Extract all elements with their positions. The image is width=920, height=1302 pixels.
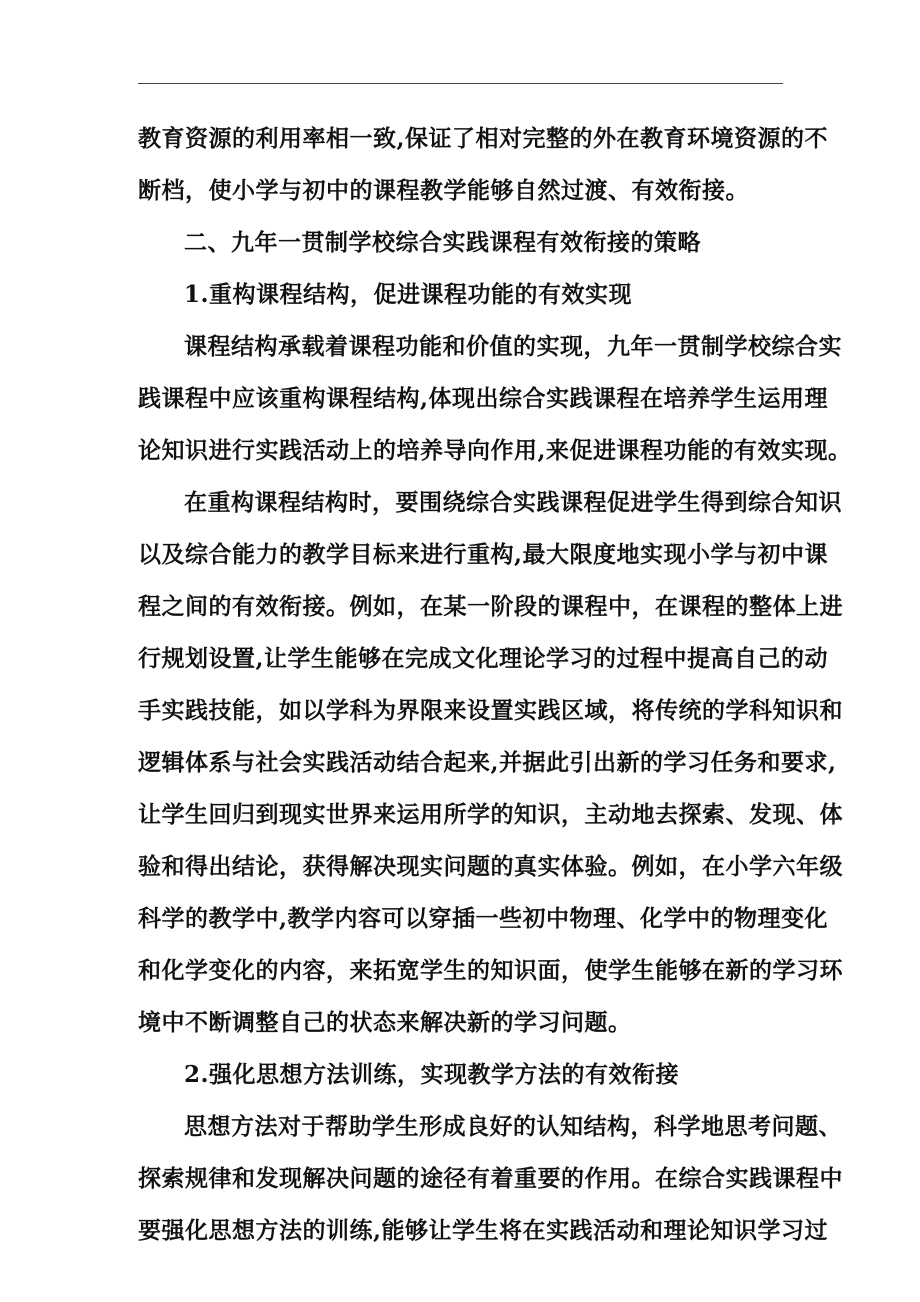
header-rule [138, 83, 783, 84]
text-line: 断档，使小学与初中的课程教学能够自然过渡、有效衔接。 [138, 177, 749, 204]
text-line: 逻辑体系与社会实践活动结合起来,并据此引出新的学习任务和要求, [138, 749, 837, 776]
text-line: 程之间的有效衔接。例如，在某一阶段的课程中，在课程的整体上进 [138, 593, 843, 620]
section-heading: 二、九年一贯制学校综合实践课程有效衔接的策略 [184, 229, 701, 256]
text-line: 要强化思想方法的训练,能够让学生将在实践活动和理论知识学习过 [138, 1217, 829, 1244]
text-line: 和化学变化的内容，来拓宽学生的知识面，使学生能够在新的学习环 [138, 957, 843, 984]
text-line: 境中不断调整自己的状态来解决新的学习问题。 [138, 1009, 632, 1036]
text-line: 让学生回归到现实世界来运用所学的知识，主动地去探索、发现、体 [138, 801, 843, 828]
text-line: 课程结构承载着课程功能和价值的实现，九年一贯制学校综合实 [184, 333, 842, 360]
text-line: 手实践技能，如以学科为界限来设置实践区域，将传统的学科知识和 [138, 697, 843, 724]
subsection-heading: 1.重构课程结构，促进课程功能的有效实现 [184, 281, 633, 308]
text-line: 思想方法对于帮助学生形成良好的认知结构，科学地思考问题、 [184, 1113, 842, 1140]
text-line: 教育资源的利用率相一致,保证了相对完整的外在教育环境资源的不 [138, 125, 829, 152]
text-line: 在重构课程结构时，要围绕综合实践课程促进学生得到综合知识 [184, 489, 842, 516]
text-line: 以及综合能力的教学目标来进行重构,最大限度地实现小学与初中课 [138, 541, 829, 568]
text-line: 科学的教学中,教学内容可以穿插一些初中物理、化学中的物理变化 [138, 905, 829, 932]
document-body [138, 113, 852, 1257]
text-line: 论知识进行实践活动上的培养导向作用,来促进课程功能的有效实现。 [138, 437, 852, 464]
text-line: 探索规律和发现解决问题的途径有着重要的作用。在综合实践课程中 [138, 1165, 843, 1192]
text-line: 验和得出结论，获得解决现实问题的真实体验。例如，在小学六年级 [138, 853, 843, 880]
text-line: 践课程中应该重构课程结构,体现出综合实践课程在培养学生运用理 [138, 385, 829, 412]
text-line: 行规划设置,让学生能够在完成文化理论学习的过程中提高自己的动 [138, 645, 829, 672]
subsection-heading: 2.强化思想方法训练，实现教学方法的有效衔接 [184, 1061, 680, 1088]
